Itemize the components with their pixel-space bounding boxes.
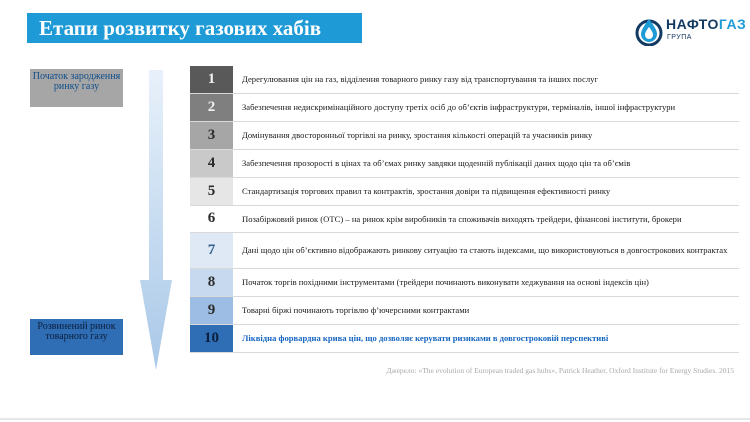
logo-word-main: НАФТО [666,16,719,32]
logo-subtitle: ГРУПА [667,34,692,41]
stage-description: Позабіржовий ринок (ОТС) – на ринок крім виробників та споживачів виходять трейдери, фінансові інститути, брокери [233,205,739,232]
stage-description: Забезпечення недискримінаційного доступу третіх осіб до об’єктів інфраструктури, терміналів, іншої інфраструктури [233,93,739,121]
stage-description: Ліквідна форвардна крива цін, що дозволяє керувати ризиками в довгостроковій перспективі [233,324,739,352]
stage-row [190,93,739,121]
market-start-label: Початок зародження ринку газу [30,69,123,107]
stages-table [190,66,739,353]
stage-number: 9 [190,296,233,324]
stage-row [190,177,739,205]
logo [634,15,747,47]
source-note: Джерело: «The evolution of European traded gas hubs», Patrick Heather, Oxford Institute for Energy Studies. 2015 [386,366,734,375]
stage-description: Початок торгів похідними інструментами (трейдери починають виконувати хеджування на основі індексів цін) [233,268,739,296]
page-title: Етапи розвитку газових хабів [27,13,362,43]
stage-number: 10 [190,324,233,352]
stage-number: 5 [190,177,233,205]
stage-row [190,66,739,93]
footer-divider [0,418,750,420]
stage-description: Домінування двосторонньої торгівлі на ринку, зростання кількості операцій та учасників ринку [233,121,739,149]
stage-number: 7 [190,232,233,268]
stage-number: 6 [190,205,233,232]
stage-row [190,232,739,268]
flame-drop-icon [634,16,664,46]
stage-description: Дерегулювання цін на газ, відділення товарного ринку газу від транспортування та інших послуг [233,66,739,93]
progress-arrow-down-icon [140,70,172,370]
stage-row [190,296,739,324]
stage-row [190,149,739,177]
stage-number: 8 [190,268,233,296]
stage-description: Забезпечення прозорості в цінах та об’ємах ринку завдяки щоденній публікації даних щодо цін та об’ємів [233,149,739,177]
stage-number: 2 [190,93,233,121]
stage-description: Товарні біржі починають торгівлю ф’ючерсними контрактами [233,296,739,324]
logo-wordmark [666,16,746,32]
stage-description: Дані щодо цін об’єктивно відображають ринкову ситуацію та стають індексами, що використовуються в довгострокових контрактах [233,232,739,268]
logo-word-accent: ГАЗ [718,16,747,32]
stage-row [190,121,739,149]
stage-number: 3 [190,121,233,149]
stage-number: 1 [190,66,233,93]
developed-market-label: Розвинений ринок товарного газу [30,319,123,355]
stage-row [190,324,739,352]
stage-description: Стандартизація торгових правил та контрактів, зростання довіри та підвищення ефективності ринку [233,177,739,205]
stage-row [190,268,739,296]
stage-number: 4 [190,149,233,177]
stage-row [190,205,739,232]
